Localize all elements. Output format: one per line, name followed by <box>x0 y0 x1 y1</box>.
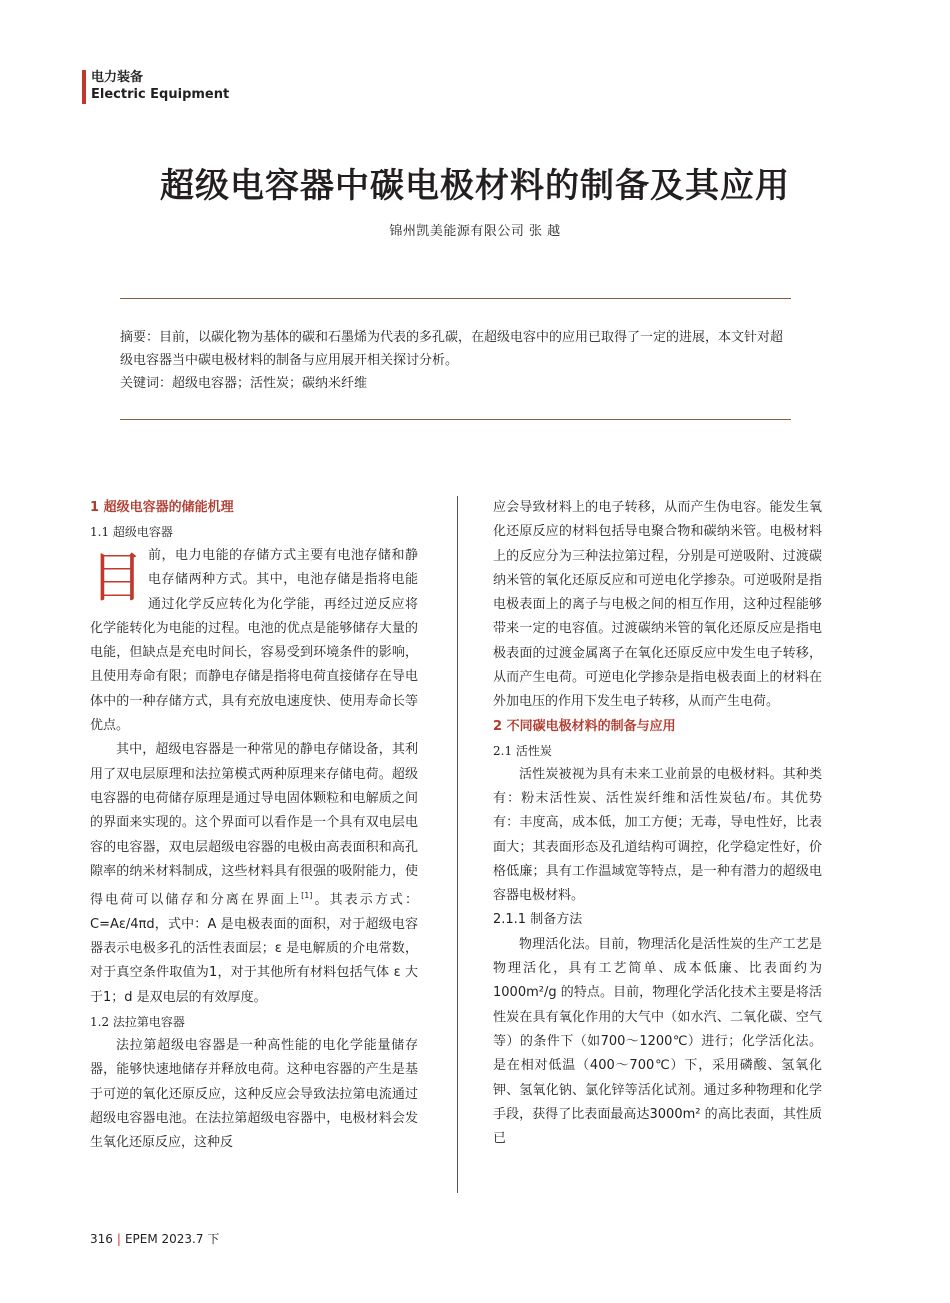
section-2-heading: 2 不同碳电极材料的制备与应用 <box>493 718 676 734</box>
paragraph-4: 应会导致材料上的电子转移，从而产生伪电容。能发生氧化还原反应的材料包括导电聚合物和碳纳米管。电极材料上的反应分为三种法拉第过程，分别是可逆吸附、过渡碳纳米管的氧化还原反应和可逆电化学掺杂。可逆吸附是指电极表面上的离子与电极之间的相互作用，这种过程能够带来一定的电容值。过渡碳纳米管的氧化还原反应是指电极表面的过渡金属离子在氧化还原反应中发生电子转移，从而产生电荷。可逆电化学掺杂是指电极表面上的材料在外加电压的作用下发生电子转移，从而产生电荷。 <box>493 500 822 710</box>
paragraph-5: 活性炭被视为具有未来工业前景的电极材料。其种类有：粉末活性炭、活性炭纤维和活性炭毡/布。其优势有：丰度高，成本低，加工方便；无毒，导电性好，比表面大；其表面形态及孔道结构可调控，化学稳定性好，价格低廉；具有工作温域宽等特点，是一种有潜力的超级电容器电极材料。 <box>493 766 822 904</box>
article-title: 超级电容器中碳电极材料的制备及其应用 <box>160 166 790 206</box>
column-divider <box>457 496 458 1193</box>
paragraph-1-text: 前，电力电能的存储方式主要有电池存储和静电存储两种方式。其中，电池存储是指将电能通过化学反应转化为化学能，再经过逆反应将化学能转化为电能的过程。电池的优点是能够储存大量的电能，但缺点是充电时间长，容易受到环境条件的影响，且使用寿命有限；而静电存储是指将电荷直接储存在导电体中的一种存储方式，具有充放电速度快、使用寿命长等优点。 <box>90 548 418 734</box>
keywords: 关键词：超级电容器；活性炭；碳纳米纤维 <box>120 376 368 391</box>
section-name-cn: 电力装备 <box>91 70 144 85</box>
paragraph-1 <box>90 544 418 738</box>
paragraph-6: 物理活化法。目前，物理活化是活性炭的生产工艺是物理活化，具有工艺简单、成本低廉、比表面约为1000m²/g 的特点。目前，物理化学活化技术主要是将活性炭在具有氧化作用的大气中（如水汽、二氧化碳、空气等）的条件下（如700～1200℃）进行；化学活化法。是在相对低温（400～700℃）下，采用磷酸、氢氧化钾、氢氧化钠、氯化锌等活化试剂。通过多种物理和化学手段，获得了比表面最高达3000m² 的高比表面，其性质已 <box>493 936 822 1147</box>
abstract-block <box>120 326 791 395</box>
left-column <box>90 496 418 1155</box>
footer-separator: | <box>116 1232 121 1246</box>
citation-ref: [1] <box>301 891 313 901</box>
page-footer <box>90 1230 219 1247</box>
abstract-bottom-rule <box>120 419 791 420</box>
paragraph-2 <box>90 738 418 1010</box>
right-column <box>493 496 822 1151</box>
paragraph-3: 法拉第超级电容器是一种高性能的电化学能量储存器，能够快速地储存并释放电荷。这种电容器的产生是基于可逆的氧化还原反应，这种反应会导致法拉第电流通过超级电容器电池。在法拉第超级电容器中，电极材料会发生氧化还原反应，这种反 <box>90 1037 418 1151</box>
drop-cap: 目 <box>90 546 144 609</box>
abstract-text: 摘要：目前，以碳化物为基体的碳和石墨烯为代表的多孔碳，在超级电容中的应用已取得了一定的进展，本文针对超级电容器当中碳电极材料的制备与应用展开相关探讨分析。 <box>120 330 784 368</box>
section-2-1-1-heading: 2.1.1 制备方法 <box>493 912 583 928</box>
section-header <box>91 70 229 103</box>
paragraph-2-text-b: 。其表示方式：C=Aε/4πd，式中：A 是电极表面的面积，对于超级电容器表示电极多孔的活性表面层；ε 是电解质的介电常数，对于真空条件取值为1，对于其他所有材料包括气体 ε 大于1；d 是双电层的有效厚度。 <box>90 892 418 1005</box>
section-name-en: Electric Equipment <box>91 87 230 102</box>
page-number: 316 <box>90 1232 113 1246</box>
section-2-1-heading: 2.1 活性炭 <box>493 743 552 758</box>
journal-issue: EPEM 2023.7 下 <box>124 1232 220 1246</box>
header-accent-bar <box>82 70 86 104</box>
section-1-2-heading: 1.2 法拉第电容器 <box>90 1014 185 1029</box>
article-authors: 锦州凯美能源有限公司 张 越 <box>389 224 561 239</box>
paragraph-2-text-a: 其中，超级电容器是一种常见的静电存储设备，其利用了双电层原理和法拉第模式两种原理来存储电荷。超级电容器的电荷储存原理是通过导电固体颗粒和电解质之间的界面来实现的。这个界面可以看作是一个具有双电层电容的电容器，双电层超级电容器的电极由高表面积和高孔隙率的纳米材料制成，这些材料具有很强的吸附能力，使得电荷可以储存和分离在界面上 <box>90 742 418 908</box>
section-1-heading: 1 超级电容器的储能机理 <box>90 500 234 515</box>
abstract-top-rule <box>120 298 791 299</box>
section-1-1-heading: 1.1 超级电容器 <box>90 525 173 539</box>
